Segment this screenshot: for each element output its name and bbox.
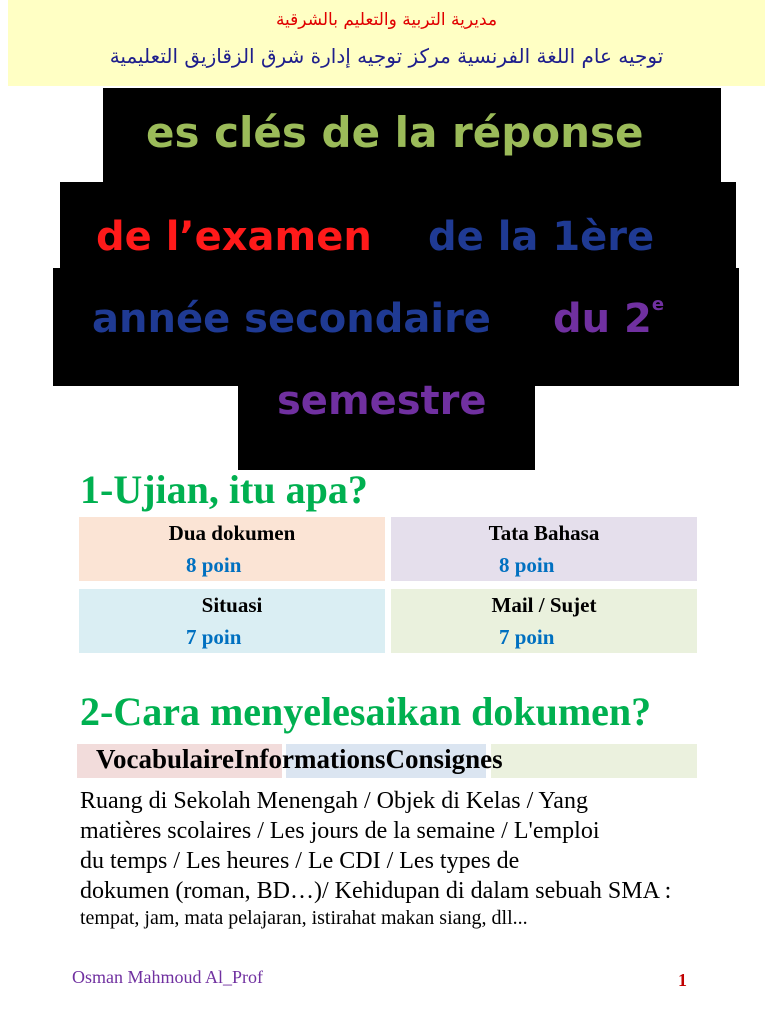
tab-informations: Informations [234, 744, 386, 774]
score-cell-situation [79, 589, 385, 653]
page-number: 1 [678, 970, 687, 990]
score-cell-label: Tata Bahasa [488, 521, 600, 545]
section1-heading: 1-Ujian, itu apa? [80, 467, 368, 512]
score-cell-grammar [391, 517, 697, 581]
score-cell-mail [391, 589, 697, 653]
section2-heading: 2-Cara menyelesaikan dokumen? [80, 689, 652, 734]
score-cell-points: 7 poin [499, 625, 555, 649]
title-line-3-left: année secondaire [92, 296, 491, 342]
score-cell-label: Situasi [201, 593, 263, 617]
paragraph-line-3: du temps / Les heures / Le CDI / Les types de [80, 848, 520, 874]
tab-vocabulaire: Vocabulaire [96, 744, 235, 774]
paragraph-line-4: dokumen (roman, BD…)/ Kehidupan di dalam sebuah SMA : [80, 878, 672, 904]
title-superscript: e [651, 296, 665, 315]
score-cell-points: 8 poin [186, 553, 242, 577]
tab-consignes: Consignes [385, 744, 503, 774]
paragraph-line-5: tempat, jam, mata pelajaran, istirahat makan siang, dll... [80, 907, 528, 929]
score-cell-documents [79, 517, 385, 581]
title-line-3-right-text: du 2 [553, 296, 652, 342]
tab-labels [96, 744, 503, 775]
title-line-2-left: de l’examen [96, 214, 372, 260]
score-cell-points: 7 poin [186, 625, 242, 649]
score-cell-points: 8 poin [499, 553, 555, 577]
title-line-3-right [553, 296, 664, 342]
title-line-4: semestre [277, 378, 487, 424]
footer-author: Osman Mahmoud Al_Prof [72, 967, 263, 987]
tab-consignes-bg [491, 744, 697, 778]
score-cell-label: Mail / Sujet [491, 593, 597, 617]
title-line-1: es clés de la réponse [146, 108, 644, 157]
paragraph-line-2: matières scolaires / Les jours de la semaine / L'emploi [80, 818, 600, 844]
header-banner [8, 0, 765, 86]
score-cell-label: Dua dokumen [168, 521, 296, 545]
header-inspection: توجيه عام اللغة الفرنسية مركز توجيه إدارة شرق الزقازيق التعليمية [109, 44, 664, 68]
title-line-2-right: de la 1ère [428, 214, 655, 260]
header-directorate: مديرية التربية والتعليم بالشرقية [275, 10, 498, 30]
paragraph-line-1: Ruang di Sekolah Menengah / Objek di Kelas / Yang [80, 788, 588, 814]
